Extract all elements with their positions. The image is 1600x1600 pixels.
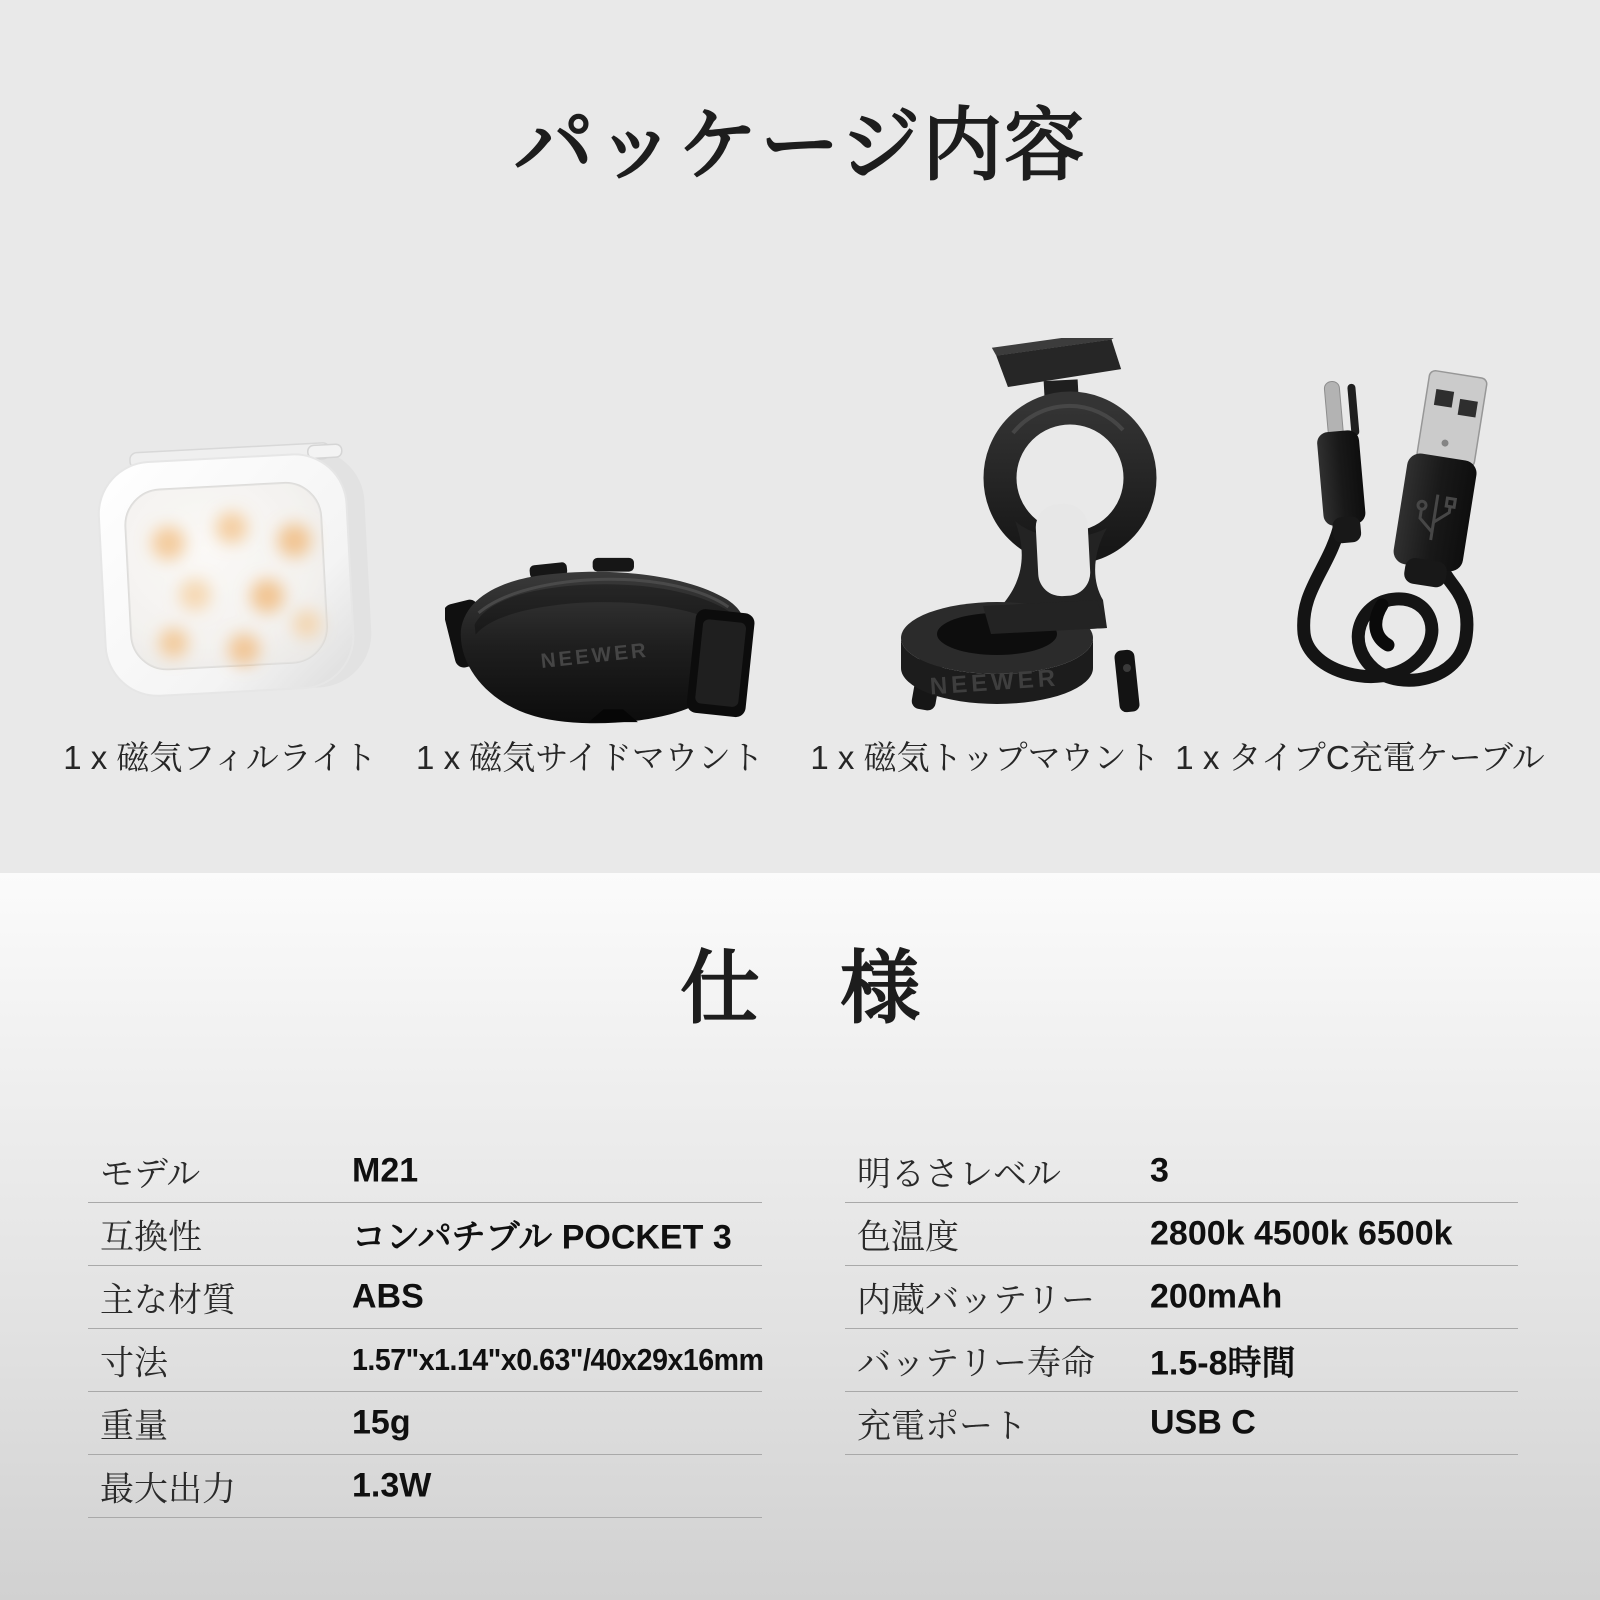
side-mount-brand-text: NEEWER <box>539 638 650 673</box>
usb-a-plug <box>1389 369 1492 591</box>
spec-value: 200mAh <box>1150 1277 1283 1316</box>
spec-label: 内蔵バッテリー <box>857 1281 1095 1320</box>
usb-c-plug <box>1312 380 1369 545</box>
spec-label: 重量 <box>100 1407 168 1446</box>
spec-row-charging-port <box>845 1392 1518 1455</box>
package-section-title: パッケージ内容 <box>513 101 1087 190</box>
spec-value: 1.3W <box>352 1466 432 1505</box>
specifications-section <box>0 873 1600 1600</box>
spec-value: 1.5-8時間 <box>1150 1344 1296 1383</box>
spec-row-weight <box>88 1392 762 1455</box>
spec-label: 最大出力 <box>100 1470 236 1509</box>
spec-value: 1.57"x1.14"x0.63"/40x29x16mm <box>352 1342 764 1377</box>
specs-table-right <box>845 1140 1518 1455</box>
spec-label: 充電ポート <box>857 1407 1027 1446</box>
spec-value: USB C <box>1150 1403 1256 1442</box>
fill-light-image <box>78 428 378 713</box>
top-mount-brand-text: NEEWER <box>929 664 1060 701</box>
top-mount-image <box>865 338 1175 736</box>
spec-row-dimensions <box>88 1329 762 1392</box>
spec-row-compatibility <box>88 1203 762 1266</box>
spec-value: 15g <box>352 1403 411 1442</box>
spec-label: 互換性 <box>100 1218 202 1257</box>
spec-value: 2800k 4500k 6500k <box>1150 1214 1453 1253</box>
spec-value: コンパチブル POCKET 3 <box>352 1218 732 1257</box>
usb-cable-image <box>1262 345 1502 695</box>
package-item-caption-usb-cable: 1 x タイプC充電ケーブル <box>1175 739 1545 776</box>
spec-label: バッテリー寿命 <box>857 1344 1095 1383</box>
spec-value: M21 <box>352 1151 419 1190</box>
spec-row-built-in-battery <box>845 1266 1518 1329</box>
spec-value: 3 <box>1150 1151 1169 1190</box>
spec-value: ABS <box>352 1277 424 1316</box>
spec-row-battery-life <box>845 1329 1518 1392</box>
spec-label: 寸法 <box>100 1344 168 1383</box>
side-mount-image <box>445 548 760 730</box>
spec-row-color-temperature <box>845 1203 1518 1266</box>
package-item-caption-fill-light: 1 x 磁気フィルライト <box>63 739 377 776</box>
spec-label: 色温度 <box>857 1218 959 1257</box>
spec-label: 明るさレベル <box>857 1155 1061 1194</box>
spec-row-model <box>88 1140 762 1203</box>
spec-row-max-output <box>88 1455 762 1518</box>
spec-label: モデル <box>100 1155 201 1194</box>
package-item-caption-side-mount: 1 x 磁気サイドマウント <box>416 739 764 776</box>
specs-table-left <box>88 1140 762 1518</box>
spec-row-brightness-levels <box>845 1140 1518 1203</box>
spec-row-material <box>88 1266 762 1329</box>
package-item-caption-top-mount: 1 x 磁気トップマウント <box>810 739 1160 776</box>
spec-label: 主な材質 <box>100 1281 236 1320</box>
specs-section-title: 仕 様 <box>680 944 920 1033</box>
